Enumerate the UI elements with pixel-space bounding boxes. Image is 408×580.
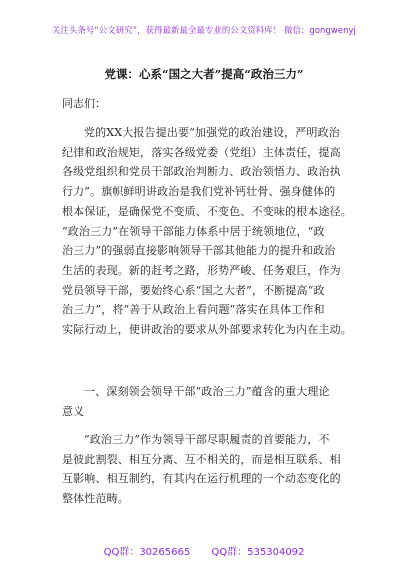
paragraph-line: 治三力”，将“善于从政治上看问题”落实在具体工作和 <box>62 303 325 317</box>
paragraph-line: 实际行动上，使讲政治的要求从外部要求转化为内在主动。 <box>62 323 352 337</box>
paragraph-line: “政治三力”在领导干部能力体系中居于统领地位，“政 <box>62 224 325 238</box>
paragraph-line: 生活的表现。新的赶考之路，形势严峻、任务艰巨，作为 <box>62 263 341 277</box>
paragraph-line: 治三力”的强弱直接影响领导干部其他能力的提升和政治 <box>62 244 336 258</box>
paragraph-line: 是彼此割裂、相互分离、互不相关的，而是相互联系、相 <box>62 452 341 466</box>
paragraph-line: 各级党组织和党员干部政治判断力、政治领悟力、政治执 <box>62 165 341 179</box>
paragraph-line: 纪律和政治规矩，落实各级党委（党组）主体责任，提高 <box>62 145 341 159</box>
heading-line: 一、深刻领会领导干部“政治三力”蕴含的重大理论 <box>84 385 330 398</box>
paragraph-line: 党员领导干部，要始终心系“国之大者”，不断提高“政 <box>62 283 325 297</box>
paragraph-line: 根本保证，是确保党不变质、不变色、不变味的根本途径。 <box>62 204 352 218</box>
body-paragraph-2 <box>62 430 350 509</box>
qq-group-primary: QQ群：30265665 <box>103 547 191 558</box>
qq-group-secondary: QQ群：535304092 <box>211 547 305 558</box>
qq-group-footer <box>0 543 408 558</box>
body-paragraph-1 <box>62 123 350 340</box>
salutation: 同志们： <box>62 97 106 110</box>
paragraph-line: 党的XX大报告提出要“加强党的政治建设，严明政治 <box>84 126 340 139</box>
paragraph-line: 整体性范畴。 <box>62 492 129 506</box>
promo-header-note: 关注头条号“公文研究”，获得最新最全最专业的公文资料库！ 微信：gongwenyj <box>52 25 356 35</box>
paragraph-line: “政治三力”作为领导干部尽职履责的首要能力，不 <box>84 433 330 446</box>
document-title: 党课：心系“国之大者”提高“政治三力” <box>104 67 304 81</box>
heading-line: 意义 <box>62 404 85 418</box>
section-heading-1 <box>62 382 350 421</box>
paragraph-line: 行力”。旗帜鲜明讲政治是我们党补钙壮骨、强身健体的 <box>62 185 336 199</box>
paragraph-line: 互影响、相互制约，有其内在运行机理的一个动态变化的 <box>62 472 341 486</box>
